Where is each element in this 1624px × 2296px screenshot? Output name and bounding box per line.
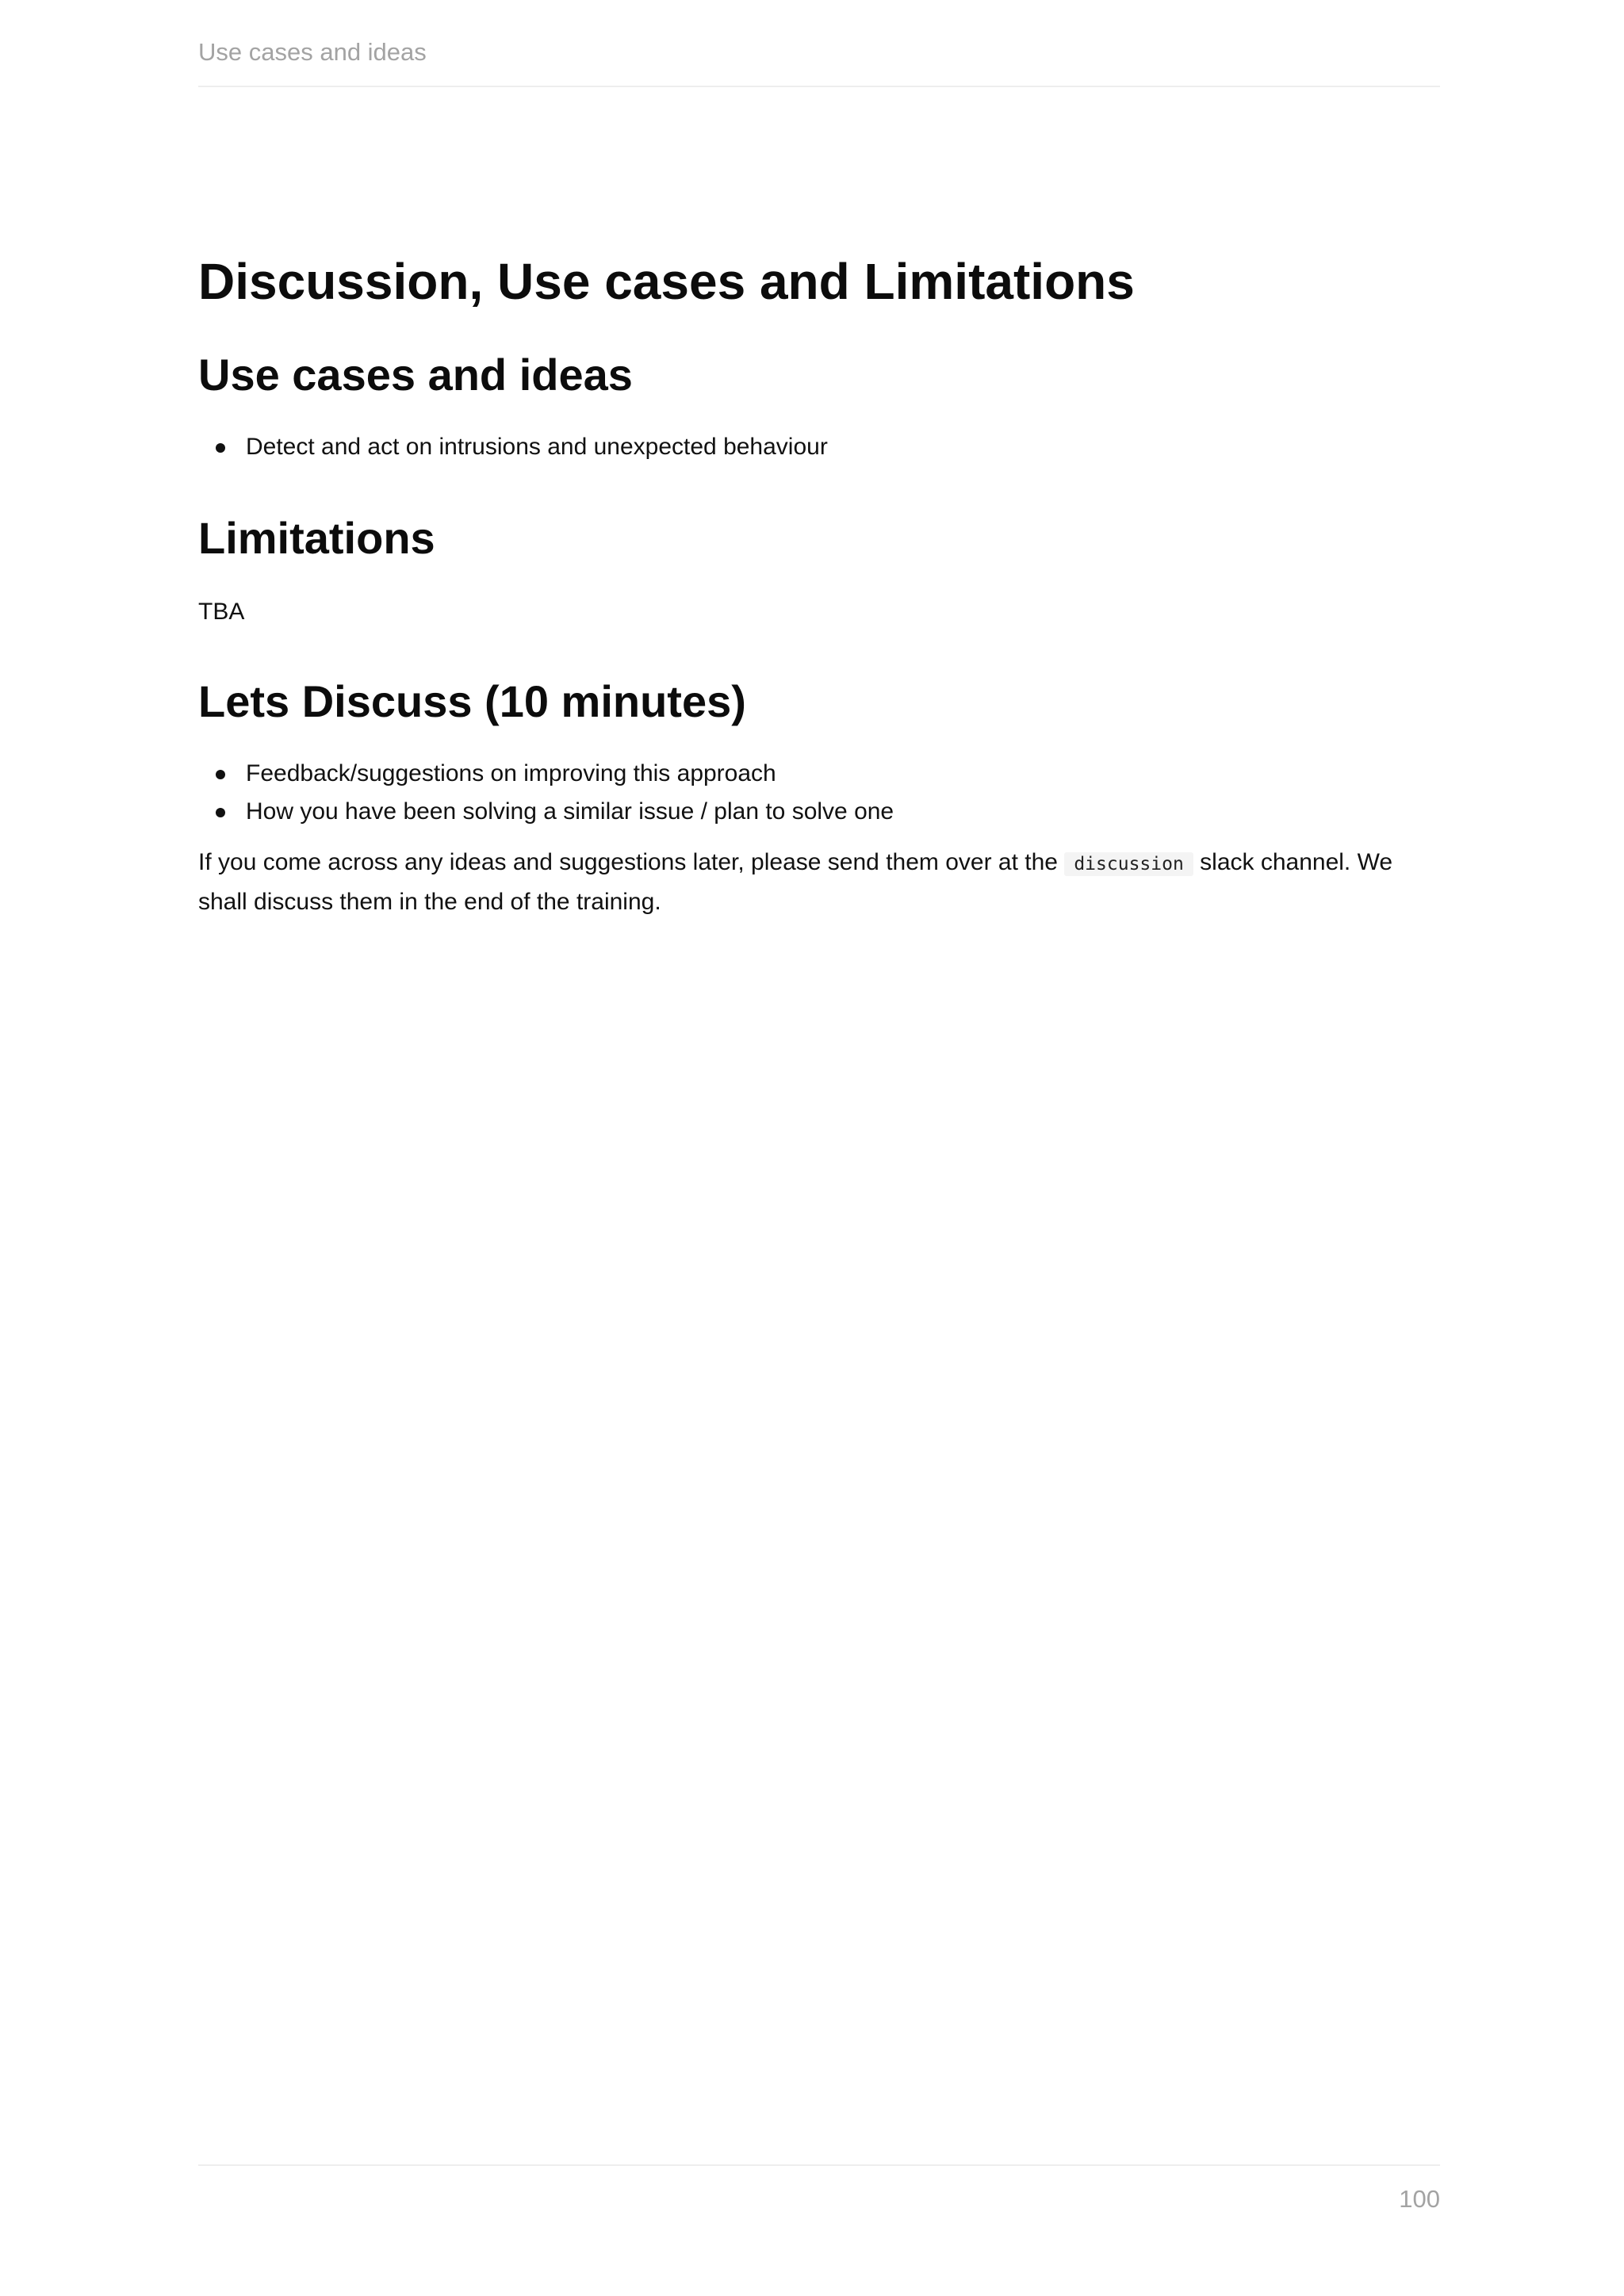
use-cases-list bbox=[198, 428, 1440, 466]
list-item bbox=[198, 755, 1440, 793]
discuss-list bbox=[198, 755, 1440, 831]
bullet-icon bbox=[216, 808, 225, 817]
list-item-text: Feedback/suggestions on improving this approach bbox=[246, 760, 776, 786]
page-number: 100 bbox=[1399, 2185, 1440, 2213]
list-item bbox=[198, 428, 1440, 466]
discussion-paragraph bbox=[198, 844, 1440, 921]
running-header-title: Use cases and ideas bbox=[198, 38, 427, 66]
list-item-text: Detect and act on intrusions and unexpected behaviour bbox=[246, 434, 828, 460]
paragraph-text-after-code: slack channel. We shall discuss them in the end of the training. bbox=[198, 849, 1393, 915]
paragraph-text-before-code: If you come across any ideas and suggestions later, please send them over at the bbox=[198, 849, 1058, 875]
section-heading-limitations: Limitations bbox=[198, 513, 435, 563]
inline-code-discussion: discussion bbox=[1064, 852, 1193, 876]
page-footer bbox=[198, 2164, 1440, 2213]
bullet-icon bbox=[216, 443, 225, 453]
page-title: Discussion, Use cases and Limitations bbox=[198, 253, 1135, 310]
section-heading-discuss: Lets Discuss (10 minutes) bbox=[198, 676, 746, 726]
bullet-icon bbox=[216, 770, 225, 779]
limitations-text: TBA bbox=[198, 599, 245, 625]
page-content bbox=[198, 235, 1440, 921]
list-item bbox=[198, 793, 1440, 831]
section-heading-use-cases: Use cases and ideas bbox=[198, 350, 633, 400]
page-header bbox=[198, 36, 1440, 87]
list-item-text: How you have been solving a similar issue / plan to solve one bbox=[246, 798, 894, 825]
